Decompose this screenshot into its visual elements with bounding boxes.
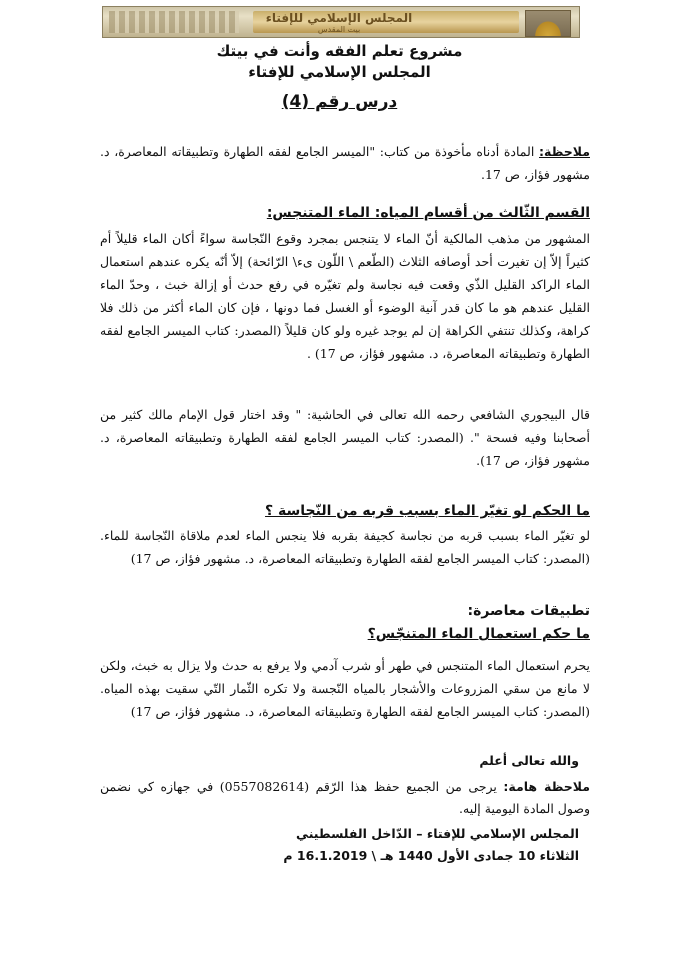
council-title: المجلس الإسلامي للإفتاء [248, 63, 431, 81]
important-text: يرجى من الجميع حفظ هذا الرّقم (0557082614) في جهازه كي نضمن وصول المادة اليومية إليه. [100, 779, 590, 816]
project-title: مشروع تعلم الفقه وأنت في بيتك [216, 42, 463, 60]
header-banner [102, 6, 580, 38]
dome-of-the-rock-icon [525, 10, 571, 37]
applications-heading: تطبيقات معاصرة: [467, 603, 590, 619]
important-note [100, 776, 590, 820]
note-text: المادة أدناه مأخوذة من كتاب: "الميسر الجامع لفقه الطهارة وتطبيقاته المعاصرة، د. مشهور فؤاز، ص 17. [100, 144, 590, 182]
note-label: ملاحظة: [539, 144, 590, 159]
important-label: ملاحظة هامة: [503, 779, 590, 794]
footer-organization: المجلس الإسلامي للإفتاء – الدّاخل الفلسطيني [296, 826, 579, 841]
section3-paragraph-1: المشهور من مذهب المالكية أنّ الماء لا يتنجس بمجرد وقوع النّجاسة سواءً أكان الماء قليلاً أم كثيراً إلاّ إن تغيرت أحد أوصافه الثلاث (الطّعم \ اللّون ىء\ الرّائحة) إلاّ أنّه يكره عندهم استعمال الماء الراكد القليل الذّي وقعت فيه نجاسة ولم تغيّره في رفع حدث أو إزالة خبث ، وحدّ الماء القليل عندهم هو ما كان قدر آنية الوضوء أو الغسل فما دونها ، فإن كان الماء أكثر من ذلك فلا كراهة، وكذلك تنتفي الكراهة إن لم يوجد غيره ولو كان قليلاً (المصدر: كتاب الميسر الجامع لفقه الطهارة وتطبيقاته المعاصرة، د. مشهور فؤاز، ص 17) . [100, 231, 590, 361]
section3-paragraph-2: قال البيجوري الشافعي رحمه الله تعالى في الحاشية: " وقد اختار قول الإمام مالك كثير من أصحابنا وفيه فسحة ". (المصدر: كتاب الميسر الجامع لفقه الطهارة وتطبيقاته المعاصرة، د. مشهور فؤاز، ص 17). [100, 407, 590, 468]
footer-date: الثلاثاء 10 جمادى الأول 1440 هـ \ 16.1.2019 م [283, 848, 579, 863]
lesson-number: درس رقم (4) [281, 92, 398, 112]
banner-title: المجلس الإسلامي للإفتاء [265, 11, 413, 25]
ruling-text: لو تغيّر الماء بسبب قربه من نجاسة كجيفة بقربه فلا ينجس الماء لعدم ملاقاة النّجاسة للماء. (المصدر: كتاب الميسر الجامع لفقه الطهارة وتطبيقاته المعاصرة، د. مشهور فؤاز، ص 17) [100, 528, 590, 566]
banner-subtitle: بيت المقدس [317, 25, 361, 34]
closing-phrase: والله تعالى أعلم [479, 753, 579, 768]
source-note [100, 140, 590, 186]
applications-text: يحرم استعمال الماء المتنجس في طهر أو شرب آدمي ولا يرفع به حدث ولا يزال به خبث، ولكن لا مانع من سقي المزروعات والأشجار بالمياه النّجسة ولا تكره الثّمار التّي سقيت بهذه المياه. (المصدر: كتاب الميسر الجامع لفقه الطهارة وتطبيقاته المعاصرة، د. مشهور فؤاز، ص 17) [100, 658, 590, 719]
section3-heading: القسم الثّالث من أقسام المياه: الماء المتنجس: [266, 205, 590, 221]
ruling-heading: ما الحكم لو تغيّر الماء بسبب قربه من النّجاسة ؟ [265, 503, 590, 519]
applications-question: ما حكم استعمال الماء المتنجّس؟ [367, 626, 590, 642]
